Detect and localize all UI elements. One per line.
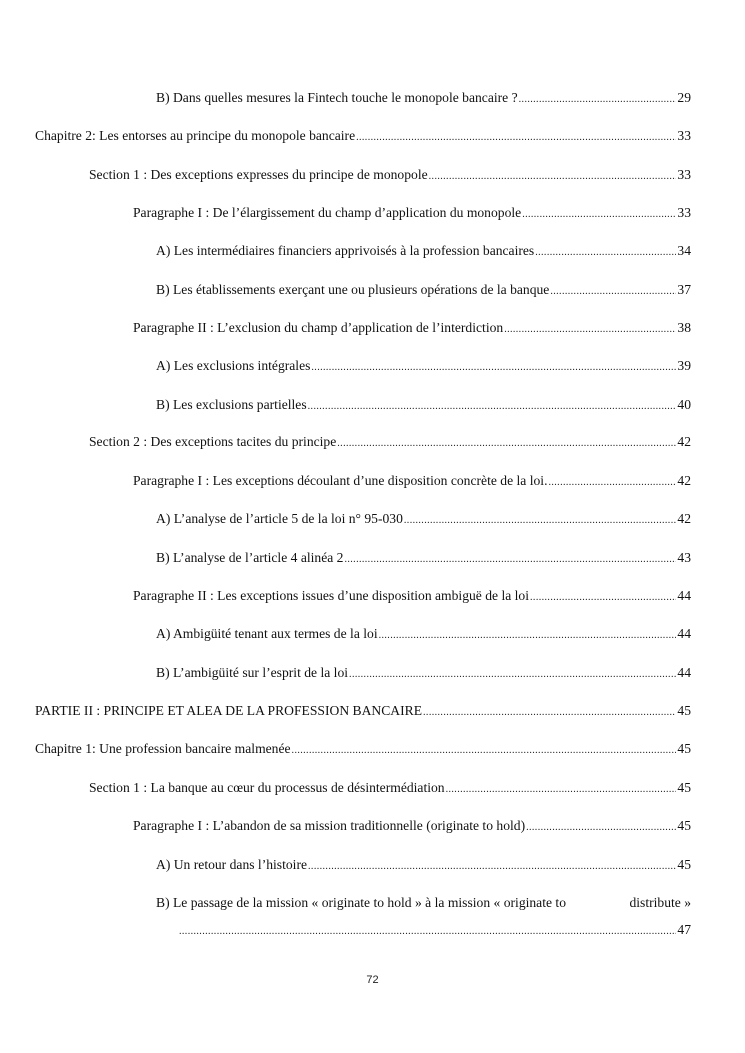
toc-entry [156,509,691,529]
toc-leader-dots [344,550,676,570]
toc-entry-title: B) L’analyse de l’article 4 alinéa 2 [156,550,344,565]
toc-entry-page: 44 [677,665,691,680]
toc-entry [89,165,691,185]
toc-leader-dots [550,282,676,302]
toc-entry [156,395,691,415]
toc-entry-page: 42 [677,511,691,526]
toc-leader-dots [522,205,676,225]
toc-leader-dots [526,818,676,838]
toc-leader-dots [535,243,676,263]
toc-entry-title: Paragraphe II : Les exceptions issues d’une disposition ambiguë de la loi [133,588,530,603]
toc-leader-dots [404,511,677,531]
toc-entry-page: 40 [677,397,691,412]
toc-entry-page: 44 [677,588,691,603]
toc-entry-page: 47 [677,922,691,937]
toc-entry-title: PARTIE II : PRINCIPE ET ALEA DE LA PROFESSION BANCAIRE [35,703,423,718]
toc-entry-page: 45 [677,780,691,795]
toc-entry-page: 37 [677,282,691,297]
toc-entry-page: 45 [677,703,691,718]
toc-entry-title: Section 1 : La banque au cœur du processus de désintermédiation [89,780,445,795]
toc-entry-title: B) Le passage de la mission « originate to hold » à la mission « originate to [156,895,567,910]
toc-entry-page: 34 [677,243,691,258]
toc-leader-dots [308,857,676,877]
toc-entry [89,432,691,452]
toc-entry [133,586,691,606]
toc-entry-title: B) Dans quelles mesures la Fintech touche le monopole bancaire ? [156,90,518,105]
toc-entry [156,548,691,568]
toc-leader-dots [349,665,676,685]
toc-entry [156,280,691,300]
toc-entry [156,663,691,683]
toc-entry-title: A) Un retour dans l’histoire [156,857,308,872]
toc-entry-page: 42 [677,434,691,449]
toc-entry-wrapped-line [156,893,691,913]
toc-leader-dots [311,358,676,378]
toc-entry-title: Paragraphe I : Les exceptions découlant d’une disposition concrète de la loi. [133,473,548,488]
toc-entry-page: 43 [677,550,691,565]
toc-leader-dots [519,90,677,110]
toc-leader-dots [423,703,676,723]
toc-entry-page: 39 [677,358,691,373]
toc-leader-dots [548,473,676,493]
toc-entry-title: B) Les établissements exerçant une ou plusieurs opérations de la banque [156,282,550,297]
toc-leader-dots [504,320,676,340]
toc-entry-title: A) Les intermédiaires financiers apprivoisés à la profession bancaires [156,243,535,258]
toc-entry-continuation [178,920,691,940]
toc-entry-title: B) Les exclusions partielles [156,397,307,412]
toc-entry-page: 44 [677,626,691,641]
toc-entry-page: 29 [677,90,691,105]
toc-entry [89,778,691,798]
toc-entry-title-end: distribute » [629,895,691,910]
toc-entry-title: Section 1 : Des exceptions expresses du principe de monopole [89,167,428,182]
toc-entry-title: Paragraphe II : L’exclusion du champ d’application de l’interdiction [133,320,504,335]
toc-entry-page: 38 [677,320,691,335]
toc-entry-title: A) L’analyse de l’article 5 de la loi n° 95-030 [156,511,403,526]
toc-entry [156,855,691,875]
toc-leader-dots [337,434,676,454]
toc-entry-title: B) L’ambigüité sur l’esprit de la loi [156,665,349,680]
toc-leader-dots [179,922,676,942]
toc-entry [35,739,691,759]
toc-entry-page: 42 [677,473,691,488]
toc-entry-title: A) Les exclusions intégrales [156,358,311,373]
toc-entry-page: 33 [677,128,691,143]
toc-entry-page: 45 [677,818,691,833]
toc-entry-title: Chapitre 1: Une profession bancaire malmenée [35,741,291,756]
toc-entry [156,88,691,108]
toc-leader-dots [292,741,677,761]
toc-entry [133,318,691,338]
toc-entry-title: Section 2 : Des exceptions tacites du principe [89,434,337,449]
toc-entry [156,241,691,261]
toc-leader-dots [379,626,677,646]
toc-entry [156,356,691,376]
toc-entry [133,203,691,223]
toc-entry-title: Paragraphe I : De l’élargissement du champ d’application du monopole [133,205,522,220]
toc-entry-page: 45 [677,741,691,756]
toc-entry-title: A) Ambigüité tenant aux termes de la loi [156,626,378,641]
toc-entry-title: Paragraphe I : L’abandon de sa mission traditionnelle (originate to hold) [133,818,526,833]
toc-entry [133,471,691,491]
toc-leader-dots [429,167,677,187]
toc-entry [35,126,691,146]
toc-entry-page: 33 [677,205,691,220]
toc-leader-dots [356,128,676,148]
toc-entry-page: 33 [677,167,691,182]
toc-leader-dots [446,780,677,800]
toc-leader-dots [530,588,676,608]
toc-leader-dots [308,397,677,417]
toc-entry [156,624,691,644]
page-number: 72 [366,974,379,986]
toc-entry-title: Chapitre 2: Les entorses au principe du monopole bancaire [35,128,356,143]
toc-entry [133,816,691,836]
toc-entry-page: 45 [677,857,691,872]
toc-entry [35,701,691,721]
